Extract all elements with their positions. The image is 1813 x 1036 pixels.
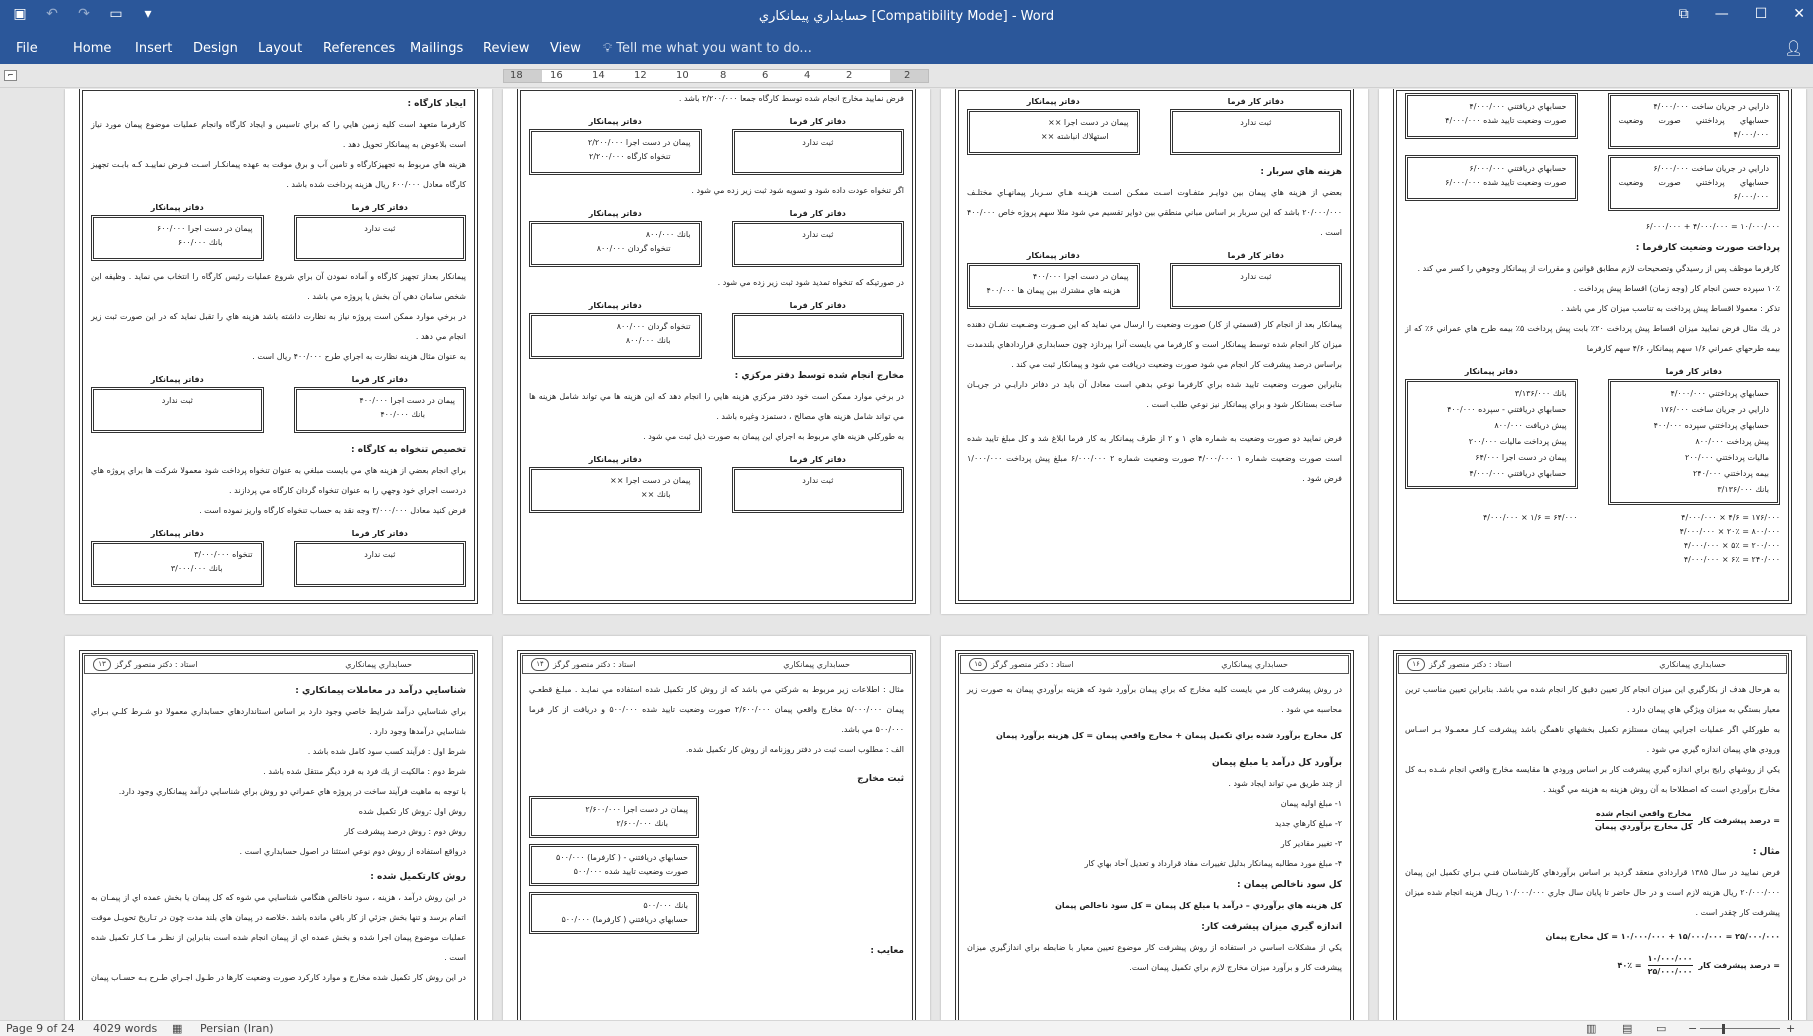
ribbon-tabs	[0, 34, 1813, 64]
header-author: استاد : دكتر منصور گرگز	[1429, 660, 1512, 669]
ledger-box	[91, 215, 264, 261]
ledger-box	[1170, 263, 1343, 309]
heading: معايب :	[870, 946, 904, 956]
debit-line: بانك ۳/۱۳۶/۰۰۰	[1514, 389, 1567, 398]
paragraph: در روش پيشرفت كار مي بايست كليه مخارج كه براي پيمان برآورد شود كه هزينه برآوردي پيمان به صورت زير محاسبه مي شود .	[967, 685, 1342, 714]
page[interactable]	[503, 636, 930, 1020]
ledger-entry	[529, 299, 904, 359]
ruler-number: 6	[762, 70, 769, 81]
header-title: حسابداري پيمانكاري	[1221, 660, 1288, 669]
ruler-number: 2	[904, 70, 911, 81]
formula-label: = درصد پيشرفت كار	[1698, 960, 1780, 970]
formula: كل مخارج برآورد شده براي تكميل پيمان + مخارج واقعي پيمان = كل هزينه برآورد پيمان	[995, 731, 1342, 740]
paragraph: در اين روش كار تكميل شده مخارج و موارد كاركرد صورت وضعيت كارها در طـول اجـراي طـرح بـه حسـاب پيمان	[91, 973, 466, 982]
zoom-out-icon[interactable]: −	[1688, 1022, 1698, 1035]
numerator: ۱۰/۰۰۰/۰۰۰	[1648, 953, 1693, 966]
ledger-header: دفاتر پيمانكار	[1026, 97, 1080, 106]
page-number: ۱۳	[93, 658, 111, 671]
paragraph: فرض نماييد در سال ۱۳۸۵ قراردادي منعقد گرديد بر اساس برآوردهاي كارشناسان فنـي بـراي تكميل اين پيمان ۲۰/۰۰۰/۰۰۰ ريال هزينه لازم است و در حال حاضر تا پايان سال جاري ۱۰/۰۰۰/۰۰۰ ريـال هزينه انجام شده ميزان پيشرفت كار چقدر است .	[1405, 868, 1781, 917]
page-header	[1398, 655, 1787, 674]
paragraph: الف : مطلوب است ثبت در دفتر روزنامه از روش كار تكميل شده.	[685, 745, 904, 754]
credit-line: بانك ۴۰۰/۰۰۰	[380, 410, 425, 419]
credit-line: ماليات پرداختني ۲۰۰/۰۰۰	[1685, 453, 1769, 462]
no-record: ثبت ندارد	[802, 138, 834, 147]
ledger-box	[294, 387, 467, 433]
ruler-row	[0, 64, 1813, 88]
credit-line: پيش پرداخت ۸۰۰/۰۰۰	[1695, 437, 1769, 446]
paragraph: يكي از روشهاي رايج براي اندازه گيري پيشرفت كار بر اساس ورودي ها مقايسه مخارج واقعي انجام شـده بـه كل مخارج برآوردي است كه اصطلاحا به آن روش هزينه به هزينه مي گويند .	[1405, 765, 1780, 794]
credit-line: حسابهاي پرداختني صورت وضعيت ۴/۰۰۰/۰۰۰	[1618, 116, 1769, 139]
ledger-box	[529, 221, 702, 267]
ledger-header: دفاتر كار فرما	[1227, 97, 1284, 106]
ruler-number: 16	[550, 70, 563, 81]
page[interactable]	[1379, 636, 1806, 1020]
journal-box	[529, 796, 699, 838]
journal-box	[529, 844, 699, 886]
header-title: حسابداري پيمانكاري	[783, 660, 850, 669]
zoom-slider-handle[interactable]	[1722, 1024, 1725, 1034]
page[interactable]	[503, 89, 930, 614]
account-icon[interactable]: 👤︎	[1783, 39, 1803, 57]
customize-qat-icon[interactable]: ▾	[144, 6, 152, 22]
window-title: حسابداري پيمانكاري [Compatibility Mode] - Word	[758, 9, 1055, 24]
page-header	[960, 655, 1349, 674]
tab-design[interactable]: Design	[193, 41, 238, 56]
paragraph: به طوركلي هزينه هاي مربوط به اجراي اين پيمان به صورت ذيل ثبت مي شود .	[643, 432, 904, 441]
list-item: ۴- مبلغ مورد مطالبه پيمانكار بدليل تغييرات مفاد قرارداد و تعديل آحاد بهاي كار	[1084, 859, 1342, 868]
horizontal-ruler[interactable]	[503, 69, 929, 83]
print-layout-icon[interactable]: ▤	[1622, 1022, 1633, 1035]
header-title: حسابداري پيمانكاري	[1659, 660, 1726, 669]
debit-line: بانك ۸۰۰/۰۰۰	[645, 230, 691, 239]
heading: پرداخت صورت وضعيت كارفرما :	[1635, 243, 1780, 253]
debit-line: پيش دريافت ۸۰۰/۰۰۰	[1494, 421, 1567, 430]
fraction-formula	[1405, 808, 1780, 833]
ledger-box	[1608, 379, 1781, 505]
ledger-entry	[91, 373, 466, 433]
heading: مثال :	[1752, 847, 1780, 857]
debit-line: پيمان در دست اجرا ××	[609, 476, 691, 485]
ledger-header: دفاتر كار فرما	[789, 455, 846, 464]
credit-line: بانك ۳/۱۳۶/۰۰۰	[1717, 485, 1769, 494]
new-document-icon[interactable]: ▭	[109, 6, 123, 22]
paragraph: در برخي موارد ممكن است پروژه نياز به نظارت داشته باشد هزينه هاي را تقبل نمايد كه در اين صورت ثبت زير انجام مي دهد .	[91, 312, 466, 341]
denominator: كل مخارج برآوردي پيمان	[1595, 822, 1693, 831]
title-bar	[0, 0, 1813, 34]
paragraph: فرض نماييد دو صورت وضعيت به شماره هاي ۱ و ۲ از طرف پيمانكار به كار فرما ابلاغ شد و كل مبلغ تاييد شده است صورت وضعيت شماره ۱ ۴/۰۰۰/۰۰۰ صورت وضعيت شماره ۲ ۶/۰۰۰/۰۰۰ مبلغ پيش پرداخت ۱/۰۰۰/۰۰۰ فرض شود .	[967, 434, 1343, 483]
debit-line: تنخواه ۳/۰۰۰/۰۰۰	[194, 550, 253, 559]
page-content	[529, 89, 904, 519]
page-content	[91, 93, 466, 593]
page[interactable]	[941, 636, 1368, 1020]
undo-icon[interactable]: ↶	[46, 6, 58, 22]
ledger-box	[732, 221, 905, 267]
ledger-box	[967, 263, 1140, 309]
tell-me-search[interactable]	[603, 41, 812, 56]
tab-file[interactable]: File	[16, 41, 38, 56]
lightbulb-icon: 💡︎	[603, 41, 617, 56]
paragraph: كارفرما موظف پس از رسيدگي وتصحيحات لازم مطابق قوانين و مقررات از پيمانكار وجوهي را كسر مي كند .	[1417, 264, 1780, 273]
ledger-entry	[1405, 155, 1780, 211]
ledger-entry	[529, 115, 904, 175]
ledger-entry	[967, 95, 1342, 155]
debit-line: پيمان در دست اجرا ۶۴/۰۰۰	[1475, 453, 1567, 462]
page-header	[522, 655, 911, 674]
ledger-box	[732, 313, 905, 359]
paragraph: مثال : اطلاعات زير مربوط به شركتي مي باشد كه از روش كار تكميل شده استفاده مي نمايـد . مبلـغ قطعـي پيمان ۵/۰۰۰/۰۰۰ مخارج واقعي پيمان ۲/۶۰۰/۰۰۰ صورت وضعيت تاييد شده ۵۰۰/۰۰۰ و دريافت از كار فرما ۵۰۰/۰۰۰ مي باشد.	[529, 685, 905, 734]
formula: ۱۰/۰۰۰/۰۰۰ = ۴/۰۰۰/۰۰۰ + ۶/۰۰۰/۰۰۰	[1645, 222, 1780, 231]
ledger-box	[294, 541, 467, 587]
ledger-header: دفاتر كار فرما	[1227, 251, 1284, 260]
credit-line: بانك ۶۰۰/۰۰۰	[177, 238, 223, 247]
debit-line: پيمان در دست اجرا ۴۰۰/۰۰۰	[1032, 272, 1129, 281]
formula-result: = ۴۰٪	[1617, 960, 1642, 970]
paragraph: در صورتيكه كه تنخواه تمديد شود ثبت زير زده مي شود .	[717, 278, 904, 287]
header-author: استاد : دكتر منصور گرگز	[115, 660, 198, 669]
numerator: مخارج واقعي انجام شده	[1595, 808, 1692, 821]
ledger-header: دفاتر پيمانكار	[150, 375, 204, 384]
ribbon-display-icon[interactable]: ⧉	[1678, 6, 1689, 22]
paragraph: هزينه هاي مربوط به تجهيزكارگاه و تامين آب و برق موقت به عهده پيمانكـار اسـت فـرض نماييـد كـه بابـت تجهيز كارگاه معادل ۶۰۰/۰۰۰ ريال هزينه پرداخت شده باشد .	[91, 160, 466, 189]
credit-line: حسابهاي دريافتني ( كارفرما) ۵۰۰/۰۰۰	[561, 915, 688, 924]
paragraph: در برخي موارد ممكن است خود دفتر مركزي هزينه هايي را انجام دهد كه اين هزينه ها مي تواند شامل هزينه ها مي تواند شامل هزينه هاي مصالح ، دستمزد وغيره باشد .	[529, 392, 904, 421]
credit-line: حسابهاي دريافتني ۴/۰۰۰/۰۰۰	[1469, 469, 1567, 478]
no-record: ثبت ندارد	[161, 396, 193, 405]
page-number: ۱۵	[969, 658, 987, 671]
paragraph: اگر تنخواه عودت داده شود و تسويه شود ثبت زير زده مي شود .	[691, 186, 904, 195]
heading: تخصيص تنخواه به كارگاه :	[351, 445, 466, 455]
paragraph: به عنوان مثال هزينه نظارت به اجراي طرح ۴۰۰/۰۰۰ ريال است .	[252, 352, 466, 361]
debit-line: پيمان در دست اجرا ۲/۶۰۰/۰۰۰	[585, 805, 688, 814]
ledger-box	[1405, 155, 1578, 201]
ledger-box	[1405, 379, 1578, 489]
word-count[interactable]: 4029 words	[93, 1022, 158, 1035]
denominator: ۲۵/۰۰۰/۰۰۰	[1647, 967, 1693, 976]
ledger-box	[529, 467, 702, 513]
paragraph: براي شناسايي درآمد شرايط خاصي وجود دارد بر اساس استانداردهاي حسابداري معمولا دو شـرط كلـي بـراي شناسايي درآمدها وجود دارد .	[91, 707, 466, 736]
journal-box	[529, 892, 699, 934]
ledger-entry	[529, 453, 904, 513]
page[interactable]	[65, 636, 492, 1020]
minimize-icon[interactable]: —	[1714, 6, 1729, 22]
debit-line: تنخواه گردان ۸۰۰/۰۰۰	[616, 322, 691, 331]
page-header	[84, 655, 473, 674]
page-content	[967, 89, 1342, 489]
page-content	[529, 680, 904, 962]
debit-line: حسابهاي دريافتني - ( كارفرما) ۵۰۰/۰۰۰	[556, 853, 688, 862]
credit-line: بانك ۳/۰۰۰/۰۰۰	[170, 564, 223, 573]
paragraph: ۱۰٪ سپرده حسن انجام كار (وجه زمان) اقساط پيش پرداخت .	[1573, 284, 1780, 293]
page[interactable]	[65, 89, 492, 614]
paragraph: در يك مثال فرض نماييد ميزان اقساط پيش پرداخت ۲۰٪ بابت پيش پرداخت ۵٪ بيمه طرح هاي عمراني ۶٪ كه از بيمه طرحهاي عمراني ۱/۶ سهم پيمانكار، ۴/۶ سهم كارفرما	[1405, 324, 1781, 353]
paragraph: روش اول :روش كار تكميل شده	[358, 807, 466, 816]
ledger-box	[294, 215, 467, 261]
ledger-box	[91, 387, 264, 433]
debit-line: حسابهاي پرداختني ۴/۰۰۰/۰۰۰	[1670, 389, 1769, 398]
redo-icon[interactable]: ↷	[78, 6, 90, 22]
zoom-slider[interactable]	[1700, 1028, 1780, 1029]
paragraph: شرط اول : فرآيند كسب سود كامل شده باشد .	[307, 747, 466, 756]
credit-line: صورت وضعيت تاييد شده ۶/۰۰۰/۰۰۰	[1445, 178, 1567, 187]
formula: ۲۵/۰۰۰/۰۰۰ = ۱۵/۰۰۰/۰۰۰ + ۱۰/۰۰۰/۰۰۰ = كل مخارج پيمان	[1545, 932, 1780, 941]
ruler-number: 10	[676, 70, 689, 81]
credit-line: بيمه پرداختني ۲۴۰/۰۰۰	[1693, 469, 1769, 478]
no-record: ثبت ندارد	[1240, 272, 1272, 281]
formula-label: = درصد پيشرفت كار	[1698, 815, 1780, 825]
ledger-box	[529, 129, 702, 175]
no-record: ثبت ندارد	[802, 476, 834, 485]
debit-line: پيش پرداخت ماليات ۲۰۰/۰۰۰	[1468, 437, 1567, 446]
debit-line: حسابهاي دريافتني - سپرده ۴۰۰/۰۰۰	[1447, 405, 1567, 414]
ledger-header: دفاتر پيمانكار	[588, 455, 642, 464]
debit-line: دارايي در جريان ساخت ۴/۰۰۰/۰۰۰	[1653, 102, 1769, 111]
no-record: ثبت ندارد	[1240, 118, 1272, 127]
credit-line: تنخواه گردان ۸۰۰/۰۰۰	[596, 244, 671, 253]
heading: برآورد كل درآمد يا مبلغ پيمان	[1211, 758, 1342, 768]
list-item: ۳- تغيير مقادير كار	[1280, 839, 1342, 848]
ruler-number: 12	[634, 70, 647, 81]
heading: اندازه گيري ميزان پيشرفت كار:	[1201, 922, 1342, 932]
ledger-box	[529, 313, 702, 359]
page-count[interactable]: Page 9 of 24	[6, 1022, 75, 1035]
heading: شناسايي درآمد در معاملات پيمانكاري :	[295, 686, 466, 696]
tab-insert[interactable]: Insert	[135, 41, 173, 56]
ledger-header: دفاتر پيمانكار	[588, 209, 642, 218]
credit-line: بانك ××	[640, 490, 671, 499]
ledger-header: دفاتر پيمانكار	[1026, 251, 1080, 260]
page[interactable]	[941, 89, 1368, 614]
ledger-header: دفاتر كار فرما	[351, 375, 408, 384]
ledger-header: دفاتر پيمانكار	[1464, 367, 1518, 376]
paragraph: فرض نماييد مخارج انجام شده توسط كارگاه جمعا ۲/۲۰۰/۰۰۰ باشد .	[678, 94, 904, 103]
paragraph: پيمانكار بعداز تجهيز كارگاه و آماده نمودن آن براي شروع عمليات رئيس كارگاه را انتخاب مي نمايد . وظيفه اين شخص سامان دهي آن بخش يا پروژه مي باشد .	[91, 272, 466, 301]
formula: ۸۰۰/۰۰۰ = ۲۰٪ × ۴/۰۰۰/۰۰۰	[1679, 527, 1780, 536]
ledger-header: دفاتر كار فرما	[789, 301, 846, 310]
language-indicator[interactable]: Persian (Iran)	[200, 1022, 274, 1035]
save-icon[interactable]: ▣	[13, 6, 27, 22]
zoom-in-icon[interactable]: +	[1786, 1022, 1796, 1035]
formula: ۲۰۰/۰۰۰ = ۵٪ × ۴/۰۰۰/۰۰۰	[1683, 541, 1780, 550]
page-content	[91, 680, 466, 988]
heading: هزينه هاي سربار :	[1260, 167, 1342, 177]
page[interactable]	[1379, 89, 1806, 614]
tab-selector-icon[interactable]: ⌐	[4, 70, 17, 81]
no-record: ثبت ندارد	[364, 550, 396, 559]
page-number: ۱۴	[531, 658, 549, 671]
tell-me-text: Tell me what you want to do...	[616, 41, 812, 56]
paragraph: به طوركلي اگر عمليات اجرايي پيمان مستلزم تكميل بخشهاي ناهمگن باشد پيشرفت كـار معمـولا بـر اسـاس ورودي هاي پيمان اندازه گيري مي شود .	[1405, 725, 1780, 754]
ledger-box	[1405, 93, 1578, 139]
paragraph: يكي از مشكلات اساسي در استفاده از روش پيشرفت كار موضوع تعيين معيار با ضابطه براي اندازگيري ميزان پيشرفت كار و برآورد ميزان مخارج لازم براي تكميل پيمان است.	[967, 943, 1342, 972]
ledger-header: دفاتر كار فرما	[789, 209, 846, 218]
paragraph: بعضي از هزينه هاي پيمان بين دوايـر متفـاوت اسـت ممكـن اسـت هزينـه هـاي سـربار پيمانهـاي مختلـف ۲۰/۰۰۰/۰۰۰ باشد كه اين سربار بر اساس مباني منطقي بين دواير تقسيم مي شود مثلا سهم پروژه خاص ۴۰۰/۰۰۰ است .	[967, 188, 1342, 237]
ledger-box	[732, 129, 905, 175]
tab-mailings[interactable]: Mailings	[410, 41, 464, 56]
credit-line: حسابهاي پرداختني صورت وضعيت ۶/۰۰۰/۰۰۰	[1618, 178, 1769, 201]
formula: ۶۴/۰۰۰ = ۱/۶ × ۴/۰۰۰/۰۰۰	[1482, 513, 1578, 522]
formula: ۲۴۰/۰۰۰ = ۶٪ × ۴/۰۰۰/۰۰۰	[1683, 555, 1780, 564]
ledger-header: دفاتر كار فرما	[351, 529, 408, 538]
heading: ايجاد كارگاه :	[407, 99, 466, 109]
tab-references[interactable]: References	[323, 41, 396, 56]
window-controls	[1679, 6, 1805, 22]
debit-line: دارايي در جريان ساخت ۶/۰۰۰/۰۰۰	[1653, 164, 1769, 173]
credit-line: هزينه هاي مشترك بين پيمان ها ۴۰۰/۰۰۰	[986, 286, 1121, 295]
ledger-entry	[91, 527, 466, 587]
tab-home[interactable]: Home	[73, 41, 112, 56]
close-icon[interactable]: ✕	[1793, 6, 1805, 22]
ledger-entry	[1405, 93, 1780, 149]
ledger-entry	[1405, 365, 1780, 505]
ledger-header: دفاتر پيمانكار	[150, 203, 204, 212]
tab-layout[interactable]: Layout	[258, 41, 303, 56]
paragraph: روش دوم : روش درصد پيشرفت كار	[344, 827, 466, 836]
ledger-header: دفاتر پيمانكار	[150, 529, 204, 538]
ruler-number: 4	[804, 70, 811, 81]
credit-line: استهلاك انباشته ××	[1040, 132, 1109, 141]
credit-line: بانك ۸۰۰/۰۰۰	[625, 336, 671, 345]
ledger-header: دفاتر كار فرما	[789, 117, 846, 126]
paragraph: در اين روش درآمد ، هزينه ، سود ناخالص هنگامي شناسايي مي شوه كه كل پيمان يا بخش عمده اي از پيمـان به اتمام برسد و تنها بخش جزئي از كار باقي مانده باشد .خلاصه در پيمان هاي بلند مدت چون در تـاريخ تحويـل موقت عمليات موضوع پيمان اجرا شده و بخش عمده اي از پيمان انجام شده است بنابراين از نظـر مـا كـار تكميل شده است .	[91, 893, 466, 962]
paragraph: به هرحال هدف از بكارگيري اين ميزان انجام كار تعيين دقيق كار انجام شده مي باشد. بنابراين تعيين مناسب ترين معيار بستگي به ميزان ويژگي هاي پيمان دارد .	[1405, 685, 1780, 714]
paragraph: شرط دوم : مالكيت از يك فرد به فرد ديگر منتقل شده باشد .	[263, 767, 466, 776]
paragraph: بنابراين صورت وضعيت تاييد شده براي كارفرما نوعي بدهي است معادل آن بايد در دفاتر دارايـي در جريـان ساخت بستانكار شود و براي پيمانكار نيز نوعي طلب است .	[967, 380, 1342, 409]
paragraph: كارفرما متعهد است كليه زمين هايي را كه براي تاسيس و ايجاد كارگاه وانجام عمليات موضوع پيمان مورد نياز است بلاعوض به پيمانكار تحويل دهد .	[91, 120, 466, 149]
debit-line: بانك ۵۰۰/۰۰۰	[643, 901, 688, 910]
formula: كل هزينه هاي برآوردي – درآمد يا مبلغ كل پيمان = كل سود ناخالص پيمان	[1055, 901, 1342, 910]
heading: ثبت مخارج	[857, 774, 904, 784]
ledger-entry	[529, 207, 904, 267]
document-workspace[interactable]	[0, 89, 1813, 1020]
heading: روش كارتكميل شده :	[370, 872, 466, 882]
debit-line: پيمان در دست اجرا ××	[1047, 118, 1129, 127]
ledger-entry	[91, 201, 466, 261]
debit-line: پيمان در دست اجرا ۲/۲۰۰/۰۰۰	[587, 138, 691, 147]
proofing-icon[interactable]: ▦	[172, 1022, 183, 1035]
credit-line: حسابهاي پرداختني سپرده ۴۰۰/۰۰۰	[1653, 421, 1769, 430]
ledger-header: دفاتر پيمانكار	[588, 117, 642, 126]
list-item: ۲- مبلغ كارهاي جديد	[1274, 819, 1342, 828]
no-record: ثبت ندارد	[802, 230, 834, 239]
ledger-box	[1608, 93, 1781, 149]
ledger-box	[967, 109, 1140, 155]
credit-line: صورت وضعيت تاييد شده ۴/۰۰۰/۰۰۰	[1445, 116, 1567, 125]
list-item: ۱- مبلغ اوليه پيمان	[1280, 799, 1342, 808]
paragraph: با توجه به ماهيت فرآيند ساخت در پروژه هاي عمراني دو روش براي شناسايي درآمد پيمانكاري وجود دارد.	[118, 787, 466, 796]
ruler-number: 18	[510, 70, 523, 81]
ledger-header: دفاتر كار فرما	[351, 203, 408, 212]
ledger-header: دفاتر پيمانكار	[588, 301, 642, 310]
page-content	[967, 680, 1342, 978]
paragraph: پيمانكار بعد از انجام كار (قسمتي از كار) صورت وضعيت را ارسال مي نمايد كه اين صـورت وضـعيت نشـان دهنده ميزان كار انجام شده توسط پيمانكار است و كارفرما مي بايست آنرا بپردازد چون حسابداري قراردادهاي بلندمدت براساس درصد پيشرفت كار انجام مي شود صورت وضعيت دريافت مي شود و پيمانكار ثبت مي كند .	[967, 320, 1342, 369]
page-content	[1405, 680, 1780, 984]
paragraph: از چند طريق مي تواند ايجاد شود .	[1228, 779, 1342, 788]
formula-block	[1405, 511, 1780, 567]
heading: كل سود ناخالص پيمان :	[1237, 880, 1342, 890]
debit-line: حسابهاي دريافتني ۴/۰۰۰/۰۰۰	[1469, 102, 1567, 111]
status-bar	[0, 1020, 1813, 1036]
ledger-header: دفاتر كار فرما	[1665, 367, 1722, 376]
header-author: استاد : دكتر منصور گرگز	[991, 660, 1074, 669]
ruler-number: 14	[592, 70, 605, 81]
debit-line: پيمان در دست اجرا ۶۰۰/۰۰۰	[156, 224, 253, 233]
paragraph: فرض كنيد معادل ۳/۰۰۰/۰۰۰ وجه نقد به حساب تنخواه كارگاه واريز نموده است .	[199, 506, 466, 515]
heading: مخارج انجام شده توسط دفتر مركزي :	[734, 371, 904, 381]
page-content	[1405, 89, 1780, 567]
paragraph: تذكر : معمولا اقساط پيش پرداخت به تناسب ميزان كار مي باشد .	[1561, 304, 1780, 313]
ledger-box	[1608, 155, 1781, 211]
formula: ۱۷۶/۰۰۰ = ۴/۶ × ۴/۰۰۰/۰۰۰	[1681, 513, 1780, 522]
credit-line: بانك ۲/۶۰۰/۰۰۰	[616, 819, 668, 828]
ledger-entry	[967, 249, 1342, 309]
ruler-number: 8	[720, 70, 727, 81]
ledger-box	[1170, 109, 1343, 155]
tab-view[interactable]: View	[550, 41, 581, 56]
read-mode-icon[interactable]: ▥	[1586, 1022, 1597, 1035]
paragraph: براي انجام بعضي از هزينه هاي مي بايست مبلغي به عنوان تنخواه پرداخت شود معمولا شركت ها براي پروژه هاي دردست اجراي خود وجهي را به عنوان تنخواه گردان كارگاه مي پردازند .	[91, 466, 466, 495]
credit-line: تنخواه كارگاه ۲/۲۰۰/۰۰۰	[589, 152, 671, 161]
page-number: ۱۶	[1407, 658, 1425, 671]
paragraph: درواقع استفاده از روش دوم نوعي استثنا در اصول حسابداري است .	[239, 847, 466, 856]
credit-line: صورت وضعيت تاييد شده ۵۰۰/۰۰۰	[573, 867, 688, 876]
web-layout-icon[interactable]: ▭	[1656, 1022, 1667, 1035]
header-title: حسابداري پيمانكاري	[345, 660, 412, 669]
credit-line: دارايي در جريان ساخت ۱۷۶/۰۰۰	[1660, 405, 1769, 414]
no-record: ثبت ندارد	[364, 224, 396, 233]
fraction-formula	[1405, 953, 1780, 978]
ruler-number: 2	[846, 70, 853, 81]
tab-review[interactable]: Review	[483, 41, 530, 56]
maximize-icon[interactable]: ☐	[1754, 6, 1768, 22]
debit-line: پيمان در دست اجرا ۴۰۰/۰۰۰	[359, 396, 455, 405]
ledger-box	[91, 541, 264, 587]
debit-line: حسابهاي دريافتني ۶/۰۰۰/۰۰۰	[1469, 164, 1567, 173]
ledger-box	[732, 467, 905, 513]
header-author: استاد : دكتر منصور گرگز	[553, 660, 636, 669]
